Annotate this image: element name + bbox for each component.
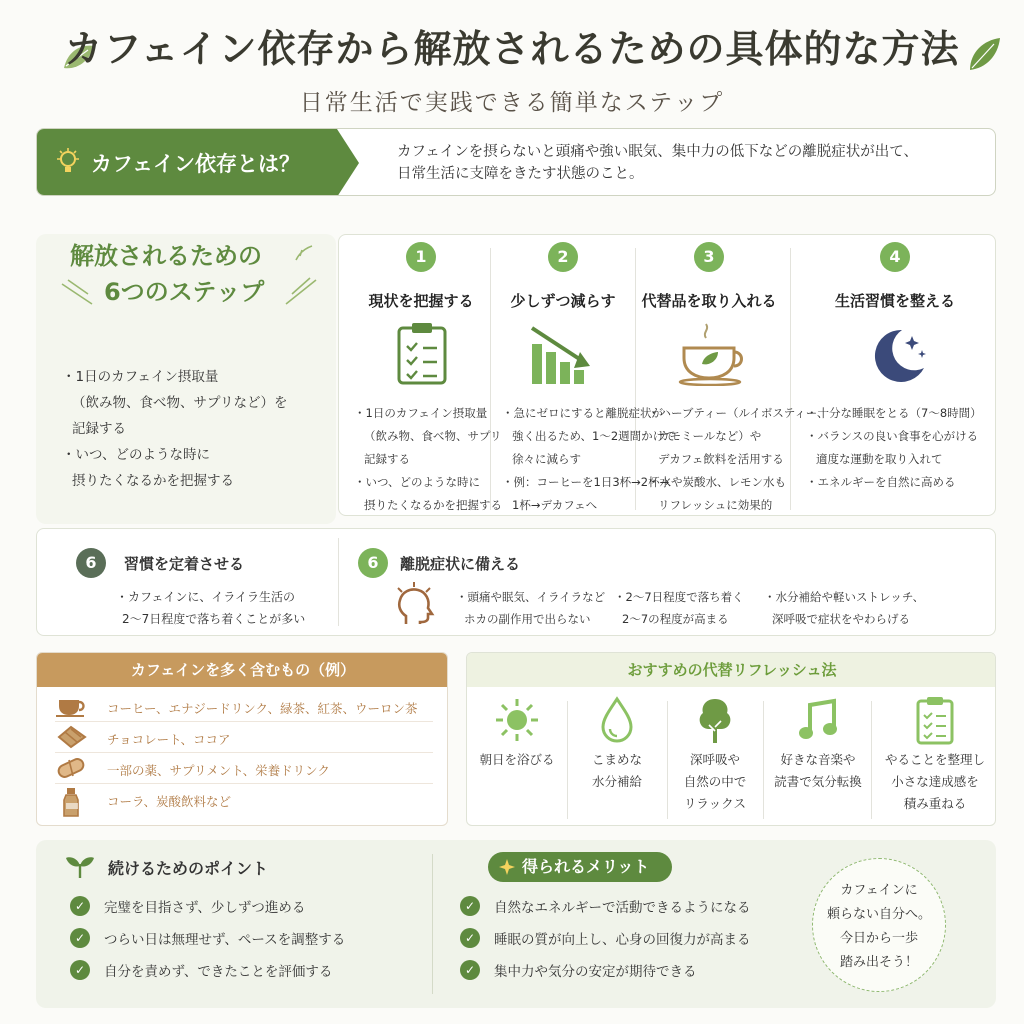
intro-bullet-2-line2: 摂りたくなるかを把握する [72, 473, 234, 489]
intro-bullet-1-line3: 記録する [72, 421, 126, 437]
step-2-bullet: ・例：コーヒーを1日3杯→2杯→ [502, 475, 670, 489]
refresh-item-water [569, 695, 665, 793]
step-2-bullet: 強く出るため、1〜2週間かけて [512, 429, 676, 443]
refresh-methods-box [466, 652, 996, 826]
refresh-divider [763, 701, 764, 819]
step-4-number: 4 [880, 242, 910, 272]
step-1-bullet: （飲み物、食べ物、サプリ [364, 429, 502, 443]
merit-item [460, 960, 697, 980]
food-item [55, 691, 433, 722]
tea-cup-icon [676, 320, 752, 386]
step-6-col2-line1: ・2〜7日程度で落ち着く [614, 590, 744, 604]
refresh-item-tree [667, 695, 763, 815]
food-item-text: チョコレート、ココア [107, 732, 231, 747]
checklist-icon [915, 695, 955, 745]
tip-item [70, 928, 345, 948]
declining-chart-icon [528, 322, 600, 386]
step-4-bullets [806, 402, 982, 494]
step-5-title: 習慣を定着させる [124, 555, 245, 573]
definition-text [397, 141, 987, 185]
check-icon: ✓ [460, 928, 480, 948]
encouragement-message [812, 858, 946, 992]
step-6-col3 [764, 586, 924, 630]
caffeine-foods-box [36, 652, 448, 826]
sparkle-lines-right-icon [280, 276, 320, 308]
step-3 [634, 242, 784, 311]
steps-heading-line1: 解放されるための [70, 242, 262, 270]
step-4-bullet: ・バランスの良い食事を心がける [806, 429, 979, 443]
merits-heading-text: 得られるメリット [522, 857, 650, 876]
step-6-col3-line2: 深呼吸で症状をやわらげる [772, 612, 910, 626]
leaf-right-icon [964, 34, 1004, 74]
refresh-item-line3: リラックス [683, 796, 747, 811]
step-2-bullet: ・急にゼロにすると離脱症状が [502, 406, 663, 420]
step-1-title: 現状を把握する [368, 292, 474, 310]
sprout-leaves-icon [64, 852, 96, 880]
step-2 [488, 242, 638, 311]
refresh-item-line2: 読書で気分転換 [774, 774, 862, 789]
step-1-number: 1 [406, 242, 436, 272]
water-drop-icon [597, 695, 637, 745]
step-1-bullets [354, 402, 502, 517]
merit-text: 自然なエネルギーで活動できるようになる [494, 900, 751, 916]
step-4 [800, 242, 990, 311]
intro-bullets [62, 364, 287, 494]
step-6-col3-line1: ・水分補給や軽いストレッチ、 [764, 590, 925, 604]
merit-text: 集中力や気分の安定が期待できる [494, 964, 697, 980]
step-5-line1: ・カフェインに、イライラ生活の [116, 590, 296, 604]
merit-item [460, 896, 751, 916]
step-3-title: 代替品を取り入れる [641, 292, 777, 310]
step-6-number: 6 [358, 548, 388, 578]
step-1-bullet: 記録する [364, 452, 410, 466]
step-1-bullet: 摂りたくなるかを把握する [364, 498, 502, 512]
step-4-title: 生活習慣を整える [834, 292, 955, 310]
step-1-bullet: ・いつ、どのような時に [354, 475, 481, 489]
page-subtitle: 日常生活で実践できる簡単なステップ [299, 90, 725, 116]
refresh-item-checklist [877, 695, 993, 815]
lightbulb-icon [55, 147, 81, 179]
refresh-item-line2: 自然の中で [683, 774, 747, 789]
bottle-icon [55, 787, 89, 817]
refresh-methods-heading: おすすめの代替リフレッシュ法 [467, 653, 996, 687]
message-line4: 踏み出そう！ [839, 955, 918, 970]
step-3-number: 3 [694, 242, 724, 272]
refresh-item-line3: 積み重ねる [903, 796, 967, 811]
refresh-item-line1: 朝日を浴びる [479, 752, 555, 767]
refresh-item-music [767, 695, 869, 793]
tips-heading: 続けるためのポイント [108, 859, 269, 878]
row2-divider [338, 538, 339, 626]
tree-icon [693, 695, 737, 745]
definition-box [36, 128, 996, 196]
tip-item [70, 960, 332, 980]
refresh-item-line2: 水分補給 [591, 774, 642, 789]
step-6-col1 [456, 586, 605, 630]
step-3-bullet: リフレッシュに効果的 [658, 498, 773, 512]
merit-text: 睡眠の質が向上し、心身の回復力が高まる [494, 932, 751, 948]
message-line2: 頼らない自分へ。 [826, 907, 931, 922]
step-2-bullet: 1杯→デカフェへ [512, 498, 598, 512]
step-3-bullet: ・ハーブティー（ルイボスティー、 [648, 406, 829, 420]
caffeine-foods-heading: カフェインを多く含むもの（例） [37, 653, 448, 687]
message-line1: カフェインに [840, 883, 918, 898]
message-line3: 今日から一歩 [839, 931, 918, 946]
step-6-col1-line1: ・頭痛や眠気、イライラなど [456, 590, 606, 604]
step-4-bullet: ・十分な睡眠をとる（7〜8時間） [806, 406, 982, 420]
tip-text: 自分を責めず、できたことを評価する [104, 964, 333, 980]
clipboard-checklist-icon [396, 320, 448, 386]
check-icon: ✓ [460, 960, 480, 980]
refresh-item-sun [469, 695, 565, 771]
tip-item [70, 896, 305, 916]
refresh-item-line2: 小さな達成感を [891, 774, 979, 789]
food-item-text: コーラ、炭酸飲料など [107, 794, 232, 809]
page-title: カフェイン依存から解放されるための具体的な方法 [64, 27, 960, 71]
tip-text: 完璧を目指さず、少しずつ進める [104, 900, 306, 916]
tip-text: つらい日は無理せず、ペースを調整する [104, 932, 346, 948]
step-6-col2-line2: 2〜7の程度が高まる [622, 612, 729, 626]
definition-heading [37, 129, 337, 196]
music-note-icon [796, 697, 840, 743]
step-2-bullet: 徐々に減らす [512, 452, 581, 466]
step-2-number: 2 [548, 242, 578, 272]
intro-bullet-1-line1: ・1日のカフェイン摂取量 [62, 369, 219, 385]
food-item-text: コーヒー、エナジードリンク、緑茶、紅茶、ウーロン茶 [107, 701, 418, 716]
head-icon [392, 580, 438, 628]
intro-bullet-1-line2: （飲み物、食べ物、サプリなど）を [72, 395, 288, 411]
step-4-bullet: 適度な運動を取り入れて [816, 452, 943, 466]
refresh-item-line1: 好きな音楽や [780, 752, 856, 767]
refresh-item-line1: 深呼吸や [689, 752, 740, 767]
step-3-bullet: ・水や炭酸水、レモン水も [648, 475, 786, 489]
refresh-divider [871, 701, 872, 819]
food-item [55, 753, 433, 784]
food-item-text: 一部の薬、サプリメント、栄養ドリンク [107, 763, 330, 778]
bottom-divider [432, 854, 433, 994]
food-item [55, 722, 433, 753]
food-item [55, 784, 433, 815]
sparkle-lines-left-icon [58, 278, 98, 308]
step-5-line2: 2〜7日程度で落ち着くことが多い [122, 612, 306, 626]
step-2-title: 少しずつ減らす [510, 292, 616, 310]
step-1 [346, 242, 496, 311]
definition-line-1: カフェインを摂らないと頭痛や強い眠気、集中力の低下などの離脱症状が出て、 [397, 144, 918, 160]
check-icon: ✓ [460, 896, 480, 916]
step-6-col2 [614, 586, 744, 630]
sun-icon [493, 696, 541, 744]
coffee-cup-icon [55, 694, 89, 718]
merit-item [460, 928, 751, 948]
pill-icon [55, 756, 89, 780]
steps-heading-line2: 6つのステップ [104, 278, 265, 306]
check-icon: ✓ [70, 896, 90, 916]
check-icon: ✓ [70, 960, 90, 980]
merits-heading [488, 852, 672, 882]
refresh-divider [567, 701, 568, 819]
step-6-col1-line2: ホカの副作用で出らない [464, 612, 591, 626]
moon-stars-icon [868, 322, 932, 386]
step-3-bullet: カモミールなど）や [658, 429, 762, 443]
step-3-bullet: デカフェ飲料を活用する [658, 452, 784, 466]
chocolate-icon [55, 725, 89, 749]
step-1-bullet: ・1日のカフェイン摂取量 [354, 406, 488, 420]
definition-line-2: 日常生活に支障をきたす状態のこと。 [397, 166, 644, 182]
intro-bullet-2-line1: ・いつ、どのような時に [62, 447, 210, 463]
step-4-bullet: ・エネルギーを自然に高める [806, 475, 956, 489]
sparkle-icon [498, 858, 516, 876]
sprout-icon [292, 240, 316, 264]
refresh-item-line1: やることを整理し [884, 752, 985, 767]
step-6-title: 離脱症状に備える [400, 555, 521, 573]
step-5-number: 6 [76, 548, 106, 578]
definition-heading-text: カフェイン依存とは？ [91, 152, 300, 176]
refresh-item-line1: こまめな [591, 752, 642, 767]
check-icon: ✓ [70, 928, 90, 948]
step-5-text [116, 586, 305, 630]
step-3-bullets [648, 402, 828, 517]
